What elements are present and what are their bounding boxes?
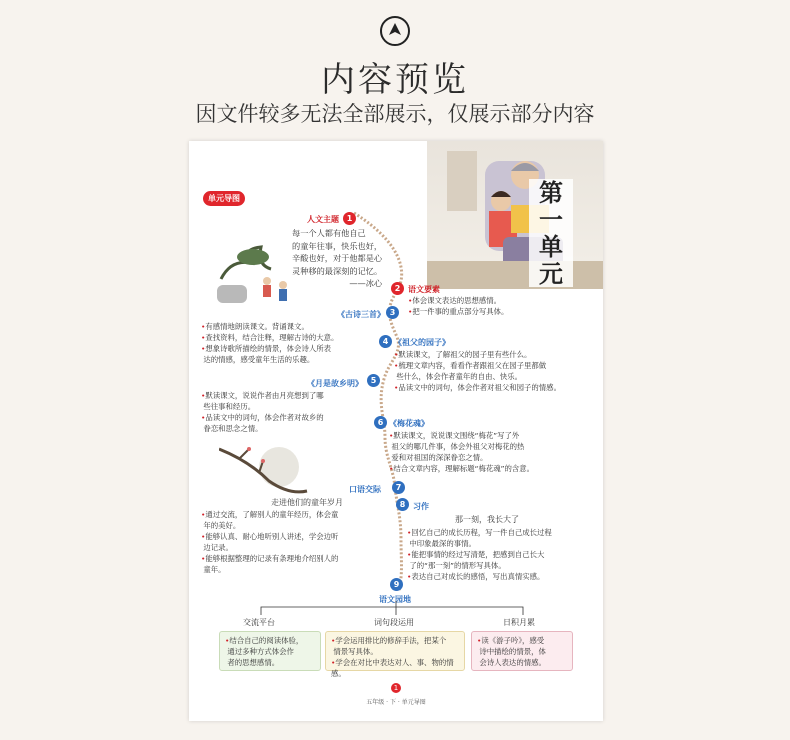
goal-item: 品读文中的词句，体会作者对祖父和园子的情感。 (398, 383, 561, 392)
elements-label: 语文要素 (408, 285, 440, 294)
garden-box-exchange: •结合自己的阅读体验， 通过多种方式体会作 者的思想感情。 (219, 631, 321, 671)
quote-line: 灵种移的最深刻的记忆。 (292, 265, 383, 276)
garden-item: 学会运用排比的修辞手法，把某个 (335, 636, 447, 645)
oral-label: 口语交际 (349, 485, 381, 494)
lesson4-goals: •默读课文，了解祖父的园子里有些什么。 •梳理文章内容，看看作者跟祖父在园子里都做 些什么，体会作者童年的自由、快乐。 •品读文中的词句，体会作者对祖父和园子的情感。 (394, 350, 561, 392)
lesson5-goals: •默读课文，说说作者由月亮想到了哪 些往事和经历。 •品读文中的词句，体会作者对故乡的 眷恋和思念之情。 (201, 391, 324, 433)
goal-item: 些往事和经历。 (203, 402, 256, 411)
theme-quote (292, 227, 382, 290)
illustration-children-play (211, 239, 297, 309)
goal-item: 查找资料，结合注释，理解古诗的大意。 (205, 333, 339, 342)
goal-item: 能够认真、耐心地听别人讲述，学会边听 (205, 532, 339, 541)
writing-goals: •回忆自己的成长历程，写一件自己成长过程 中印象最深的事情。 •能把事情的经过写清楚，把感到自己长大 了的“那一刻”的情形写具体。 •表达自己对成长的感悟，写出真情实感。 (407, 528, 552, 581)
writing-label: 习作 (413, 502, 429, 511)
goal-item: 有感情地朗读课文。背诵课文。 (205, 322, 309, 331)
lesson3-title: 《古诗三首》 (337, 310, 385, 319)
goal-item: 眷恋和思念之情。 (203, 424, 263, 433)
step-number: 4 (379, 335, 392, 348)
page-footer: 五年级 · 下 · 单元导图 (366, 699, 426, 706)
page-title: 内容预览 (321, 60, 469, 100)
garden-item: 通过多种方式体会作 (227, 647, 294, 656)
unit-title-char: 一 (539, 205, 563, 234)
step-number: 3 (386, 306, 399, 319)
goal-item: 中印象最深的事情。 (409, 539, 476, 548)
goal-item: 祖父的哪几件事，体会外祖父对梅花的热 (391, 442, 525, 451)
unit-map-badge: 单元导图 (203, 191, 245, 206)
quote-line: 的童年往事，快乐也好， (292, 240, 383, 251)
unit-title-char: 第 (539, 178, 563, 207)
goal-item: 默读课文，说说课文围绕“梅花”写了外 (393, 431, 520, 440)
goal-item: 想象诗歌所描绘的情景，体会诗人所表 (205, 344, 332, 353)
unit-title-char: 单 (539, 232, 563, 261)
garden-item: 读《游子吟》，感受 (481, 636, 545, 645)
oral-topic: 走进他们的童年岁月 (271, 498, 343, 507)
step-number: 6 (374, 416, 387, 429)
element-item: 把一件事的重点部分写具体。 (412, 307, 509, 316)
quote-line: 辛酸也好，对于他都是心 (292, 253, 383, 263)
garden-box-accumulate: •读《游子吟》，感受 诗中描绘的情景，体 会诗人表达的情感。 (471, 631, 573, 671)
document-preview-page (189, 141, 603, 721)
unit-title (529, 179, 573, 287)
scroll-up-icon[interactable] (380, 16, 410, 46)
goal-item: 年的美好。 (203, 521, 241, 530)
garden-item: 学会在对比中表达对人、事、物的情感。 (331, 658, 454, 678)
goal-item: 能把事情的经过写清楚，把感到自己长大 (411, 550, 545, 559)
oral-goals: •通过交流，了解别人的童年经历，体会童 年的美好。 •能够认真、耐心地听别人讲述，学会边听 边记录。 •能够根据整理的记录有条理地介绍别人的 童年。 (201, 510, 339, 574)
goal-item: 些什么，体会作者童年的自由、快乐。 (396, 372, 523, 381)
garden-item: 情景写具体。 (333, 647, 378, 656)
step-number: 5 (367, 374, 380, 387)
step-number: 7 (392, 481, 405, 494)
goal-item: 默读课文，说说作者由月亮想到了哪 (205, 391, 324, 400)
element-item: 体会课文表达的思想感情。 (412, 296, 502, 305)
page-number: 1 (391, 683, 401, 693)
lesson5-title: 《月是故乡明》 (307, 379, 363, 388)
garden-item: 结合自己的阅读体验， (229, 636, 304, 645)
lesson6-goals: •默读课文，说说课文围绕“梅花”写了外 祖父的哪几件事，体会外祖父对梅花的热 爱和对祖国的深深眷恋之情。 •结合文章内容，理解标题“梅花魂”的含意。 (389, 431, 535, 473)
goal-item: 梳理文章内容，看看作者跟祖父在园子里都做 (398, 361, 547, 370)
garden-col-head: 词句段运用 (374, 618, 414, 627)
theme-label: 人文主题 (307, 215, 339, 224)
garden-item: 会诗人表达的情感。 (479, 658, 546, 667)
goal-item: 能够根据整理的记录有条理地介绍别人的 (205, 554, 339, 563)
lesson6-title: 《梅花魂》 (389, 419, 429, 428)
garden-item: 者的思想感情。 (227, 658, 280, 667)
elements-list: •体会课文表达的思想感情。 •把一件事的重点部分写具体。 (408, 296, 509, 316)
goal-item: 品读文中的词句，体会作者对故乡的 (205, 413, 324, 422)
garden-box-phrases: •学会运用排比的修辞手法，把某个 情景写具体。 •学会在对比中表达对人、事、物的情感。 (325, 631, 465, 671)
goal-item: 边记录。 (203, 543, 233, 552)
goal-item: 通过交流，了解别人的童年经历，体会童 (205, 510, 339, 519)
goal-item: 了的“那一刻”的情形写具体。 (409, 561, 506, 570)
garden-col-head: 交流平台 (243, 618, 275, 627)
quote-author: ——冰心 (349, 278, 383, 288)
step-number: 9 (390, 578, 403, 591)
goal-item: 回忆自己的成长历程，写一件自己成长过程 (411, 528, 552, 537)
illustration-grandma-child (427, 141, 603, 289)
writing-topic: 那一刻，我长大了 (455, 515, 519, 524)
step-number: 8 (396, 498, 409, 511)
illustration-plum-moon (219, 441, 309, 501)
quote-line: 每一个人都有他自己 (292, 228, 366, 238)
goal-item: 表达自己对成长的感悟，写出真情实感。 (411, 572, 545, 581)
garden-label: 语文园地 (379, 595, 411, 604)
goal-item: 童年。 (203, 565, 226, 574)
step-number: 2 (391, 282, 404, 295)
goal-item: 结合文章内容，理解标题“梅花魂”的含意。 (393, 464, 535, 473)
unit-title-char: 元 (539, 259, 563, 288)
goal-item: 达的情感，感受童年生活的乐趣。 (203, 355, 315, 364)
garden-item: 诗中描绘的情景，体 (479, 647, 546, 656)
garden-col-head: 日积月累 (503, 618, 535, 627)
lesson4-title: 《祖父的园子》 (394, 338, 450, 347)
lesson3-goals: •有感情地朗读课文。背诵课文。 •查找资料，结合注释，理解古诗的大意。 •想象诗歌所描绘的情景，体会诗人所表 达的情感，感受童年生活的乐趣。 (201, 322, 339, 364)
step-number: 1 (343, 212, 356, 225)
goal-item: 默读课文，了解祖父的园子里有些什么。 (398, 350, 532, 359)
goal-item: 爱和对祖国的深深眷恋之情。 (391, 453, 488, 462)
page-subtitle: 因文件较多无法全部展示，仅展示部分内容 (195, 102, 595, 126)
